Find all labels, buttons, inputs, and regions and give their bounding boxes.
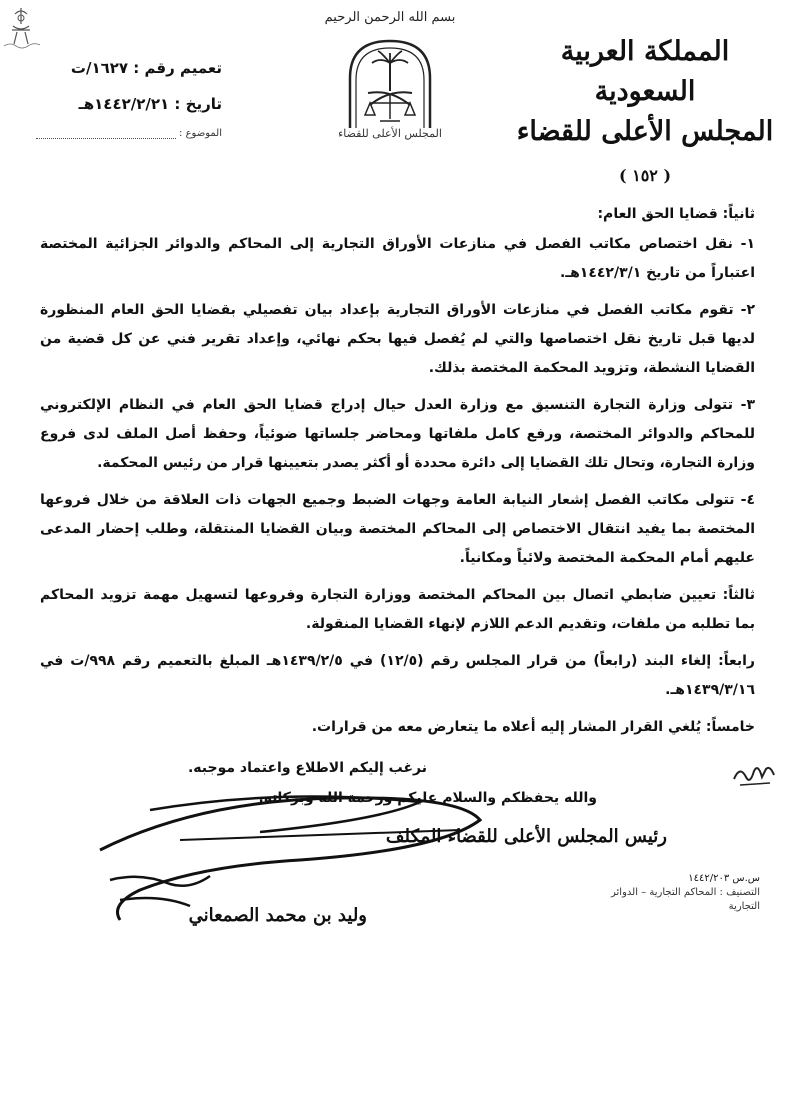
letterhead-right: [515, 32, 775, 185]
footer-reference-block: [585, 872, 760, 914]
body-fourth: رابعاً: إلغاء البند (رابعاً) من قرار المجلس رقم (١٢/٥) في ١٤٣٩/٢/٥هـ المبلغ بالتعميم رقم ٩٩٨/ت في ١٤٣٩/٣/١٦هـ.: [40, 653, 755, 698]
circular-date: تاريخ : ١٤٤٢/٢/٢١هـ: [78, 95, 222, 113]
signatory-name: وليد بن محمد الصمعاني: [188, 905, 367, 926]
corner-caption-glyphs-icon: [2, 40, 42, 50]
letter-body: [40, 200, 755, 746]
council-emblem-icon: [330, 33, 450, 133]
signatory-title: رئيس المجلس الأعلى للقضاء المكلف: [385, 826, 667, 847]
subject-blank-line: [36, 138, 176, 139]
emblem-caption: المجلس الأعلى للقضاء: [338, 127, 442, 140]
body-item-3: ٣- تتولى وزارة التجارة التنسيق مع وزارة العدل حيال إدراج قضايا الحق العام في النظام الإلكتروني للمحاكم والدوائر المختصة، ورفع كامل ملفاتها ومحاضر جلساتها ضوئياً، وحفظ أصل الملف لدى فروع وزارة التجارة، وتحال تلك القضايا إلى دائرة محددة أو أكثر يصدر بتعيينها قرار من رئيس المحكمة.: [40, 397, 755, 471]
body-item-4: ٤- تتولى مكاتب الفصل إشعار النيابة العامة وجهات الضبط وجميع الجهات ذات العلاقة من خلال فروعها المختصة بما يفيد انتقال الاختصاص إلى المحاكم المختصة وبيان القضايا المنتقلة، وطلب إحضار المدعى عليهم أمام المحكمة المختصة ولائياً ومكانياً.: [40, 492, 755, 566]
subject-row: [22, 128, 222, 139]
closing-request: نرغب إليكم الاطلاع واعتماد موجبه.: [187, 760, 427, 776]
section-title: ثانياً: قضايا الحق العام:: [597, 206, 755, 222]
footer-reference: س.س ١٤٤٢/٢٠٣: [688, 873, 760, 884]
closing-greeting: والله يحفظكم والسلام عليكم ورحمة الله وبركاته.: [258, 790, 597, 806]
letterhead-center: [305, 10, 475, 140]
circular-number: تعميم رقم : ١٦٢٧/ت: [70, 59, 222, 77]
kingdom-name: المملكة العربية السعودية: [560, 36, 730, 107]
body-fifth: خامساً: يُلغي القرار المشار إليه أعلاه ما يتعارض معه من قرارات.: [311, 719, 755, 735]
body-item-1: ١- نقل اختصاص مكاتب الفصل في منازعات الأوراق التجارية إلى المحاكم والدوائر الجزائية المختصة اعتباراً من تاريخ ١٤٤٢/٣/١هـ.: [40, 236, 755, 281]
handwritten-note-mark-icon: [730, 757, 780, 791]
basmala: بسم الله الرحمن الرحيم: [324, 10, 456, 25]
header-reference-number: ( ١٥٢ ): [618, 166, 672, 185]
subject-label: الموضوع :: [179, 128, 222, 139]
footer-classification: التصنيف : المحاكم التجارية – الدوائر التجارية: [611, 887, 760, 912]
body-third: ثالثاً: تعيين ضابطي اتصال بين المحاكم المختصة ووزارة التجارة وفروعها لتسهيل مهمة تزويد المحاكم بما تطلبه من ملفات، وتقديم الدعم اللازم لإنهاء القضايا المنقولة.: [40, 587, 755, 632]
council-name: المجلس الأعلى للقضاء: [516, 116, 774, 147]
body-item-2: ٢- تقوم مكاتب الفصل في منازعات الأوراق التجارية بإعداد بيان تفصيلي بقضايا الحق العام المنظورة لديها قبل تاريخ نقل اختصاصها والتي لم يُفصل فيها بحكم نهائي، وإعداد تقرير فني عن كل قضية من القضايا النشطة، وتزويد المحكمة المختصة بذلك.: [40, 302, 755, 376]
letterhead-left: [22, 50, 222, 139]
